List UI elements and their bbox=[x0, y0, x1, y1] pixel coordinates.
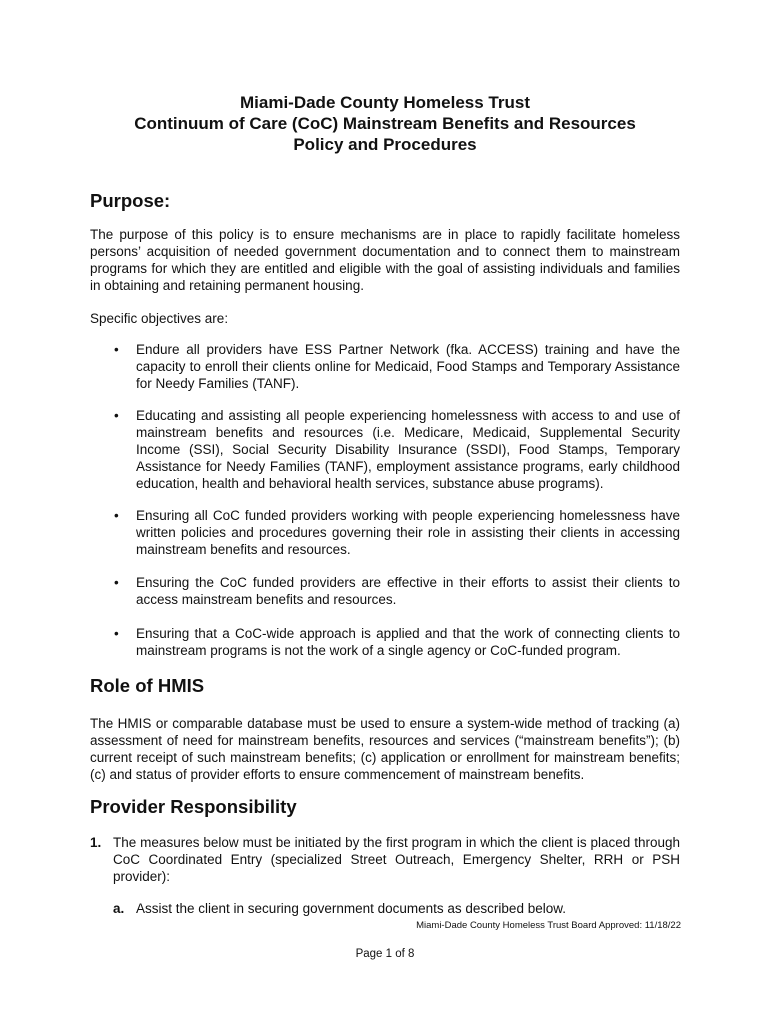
bullet-icon: • bbox=[114, 408, 119, 423]
list-item-text: Educating and assisting all people experiencing homelessness with access to and use of mainstream benefits and resources (i.e. Medicare, Medicaid, Supplemental Security Income (SSI), Social Security Disability Insurance (SSDI), Food Stamps, Temporary Assistance for Needy Families (TANF), employment assistance programs, early childhood education, health and behavioral health services, substance abuse programs). bbox=[136, 408, 680, 491]
hmis-paragraph: The HMIS or comparable database must be used to ensure a system-wide method of tracking (a) assessment of need for mainstream benefits, resources and services (“mainstream benefits”); (b) current receipt of such mainstream benefits; (c) application or enrollment for mainstream benefits; (c) and status of provider efforts to ensure commencement of mainstream benefits. bbox=[90, 716, 680, 782]
sub-item-text: Assist the client in securing government documents as described below. bbox=[136, 901, 566, 916]
purpose-paragraph: The purpose of this policy is to ensure mechanisms are in place to rapidly facilitate homeless persons’ acquisition of needed government documentation and to connect them to mainstream programs for which they are entitled and eligible with the goal of assisting individuals and families in obtaining and retaining permanent housing. bbox=[90, 227, 680, 293]
provider-heading: Provider Responsibility bbox=[90, 796, 297, 817]
list-item-text: Ensuring the CoC funded providers are effective in their efforts to assist their clients to access mainstream benefits and resources. bbox=[136, 575, 680, 607]
list-item-text: Ensuring all CoC funded providers working with people experiencing homelessness have written policies and procedures governing their role in assisting their clients in accessing mainstream benefits and resources. bbox=[136, 508, 680, 557]
sub-item-letter: a. bbox=[113, 901, 125, 916]
list-item-text: Endure all providers have ESS Partner Network (fka. ACCESS) training and have the capacity to enroll their clients online for Medicaid, Food Stamps and Temporary Assistance for Needy Families (TANF). bbox=[136, 342, 680, 391]
hmis-heading: Role of HMIS bbox=[90, 675, 205, 696]
board-approval-note: Miami-Dade County Homeless Trust Board Approved: 11/18/22 bbox=[416, 920, 681, 931]
bullet-icon: • bbox=[114, 342, 119, 357]
bullet-icon: • bbox=[114, 626, 119, 641]
bullet-icon: • bbox=[114, 508, 119, 523]
page-number: Page 1 of 8 bbox=[355, 948, 415, 960]
title-line-subject: Continuum of Care (CoC) Mainstream Benefits and Resources bbox=[134, 114, 636, 133]
item-text: The measures below must be initiated by the first program in which the client is placed through CoC Coordinated Entry (specialized Street Outreach, Emergency Shelter, RRH or PSH provider): bbox=[113, 835, 680, 884]
item-number: 1. bbox=[90, 835, 102, 850]
bullet-icon: • bbox=[114, 575, 119, 590]
purpose-heading: Purpose: bbox=[90, 190, 171, 211]
title-line-doc-type: Policy and Procedures bbox=[293, 135, 477, 154]
document-title bbox=[0, 92, 770, 155]
objectives-intro: Specific objectives are: bbox=[90, 311, 229, 326]
title-line-organization: Miami-Dade County Homeless Trust bbox=[239, 93, 530, 112]
list-item-text: Ensuring that a CoC-wide approach is applied and that the work of connecting clients to mainstream programs is not the work of a single agency or CoC-funded program. bbox=[136, 626, 680, 658]
